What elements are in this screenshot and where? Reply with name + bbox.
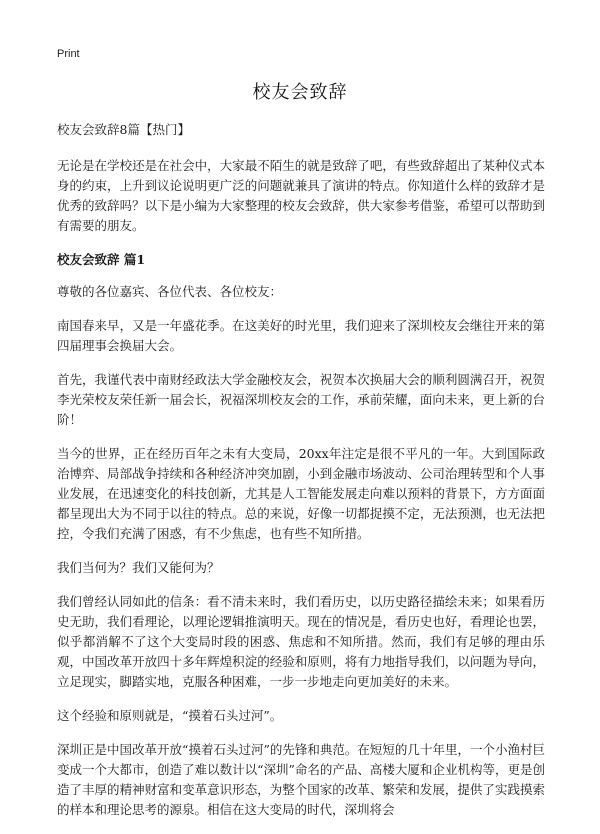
intro-paragraph: 无论是在学校还是在社会中，大家最不陌生的就是致辞了吧，有些致辞超出了某种仪式本身的约束，上升到议论说明更广泛的问题就兼具了演讲的特点。你知道什么样的致辞才是优秀的致辞吗？以下是小编为大家整理的校友会致辞，供大家参考借鉴，希望可以帮助到有需要的朋友。 [57,158,545,233]
document-subtitle: 校友会致辞8篇【热门】 [57,122,190,137]
print-label: Print [57,48,80,60]
document-body [57,120,545,834]
body-paragraph: 深圳正是中国改革开放“摸着石头过河”的先锋和典范。在短短的几十年里，一个小渔村巨变成一个大都市，创造了难以数计以“深圳”命名的产品、高楼大厦和企业机构等，更是创造了丰厚的精神财富和变革意识形态，为整个国家的改革、繁荣和发展，提供了实践摸索的样本和理论思考的源泉。相信在这大变局的时代，深圳将会 [57,742,545,817]
body-paragraph: 南国春来早，又是一年盛花季。在这美好的时光里，我们迎来了深圳校友会继往开来的第四届理事会换届大会。 [57,318,545,353]
body-paragraph: 尊敬的各位嘉宾、各位代表、各位校友： [57,284,283,299]
body-paragraph: 我们曾经认同如此的信条：看不清未来时，我们看历史，以历史路径描绘未来；如果看历史无助，我们看理论，以理论逻辑推演明天。现在的情况是，看历史也好，看理论也罢，似乎都消解不了这个大变局时段的困惑、焦虑和不知所措。然而，我们有足够的理由乐观，中国改革开放四十多年辉煌积淀的经验和原则，将有力地指导我们，以问题为导向，立足现实，脚踏实地，克服各种困难，一步一步地走向更加美好的未来。 [57,594,545,689]
body-paragraph: 首先，我谨代表中南财经政法大学金融校友会，祝贺本次换届大会的顺利圆满召开，祝贺李光荣校友荣任新一届会长，祝福深圳校友会的工作，承前荣耀，面向未来，更上新的台阶！ [57,372,545,427]
section-heading: 校友会致辞 篇1 [57,252,146,267]
page-title: 校友会致辞 [252,82,348,103]
body-paragraph: 当今的世界，正在经历百年之未有大变局，20xx年注定是很不平凡的一年。大到国际政治博弈、局部战争持续和各种经济冲突加剧，小到金融市场波动、公司治理转型和个人事业发展，在迅速变化的科技创新，尤其是人工智能发展走向难以预料的背景下，方方面面都呈现出大为不同于以往的特点。总的来说，好像一切都捉摸不定，无法预测，也无法把控，令我们充满了困惑，有不少焦虑，也有些不知所措。 [57,446,545,541]
body-paragraph: 这个经验和原则就是，“摸着石头过河”。 [57,708,283,723]
body-paragraph: 我们当何为？我们又能何为？ [57,560,220,575]
